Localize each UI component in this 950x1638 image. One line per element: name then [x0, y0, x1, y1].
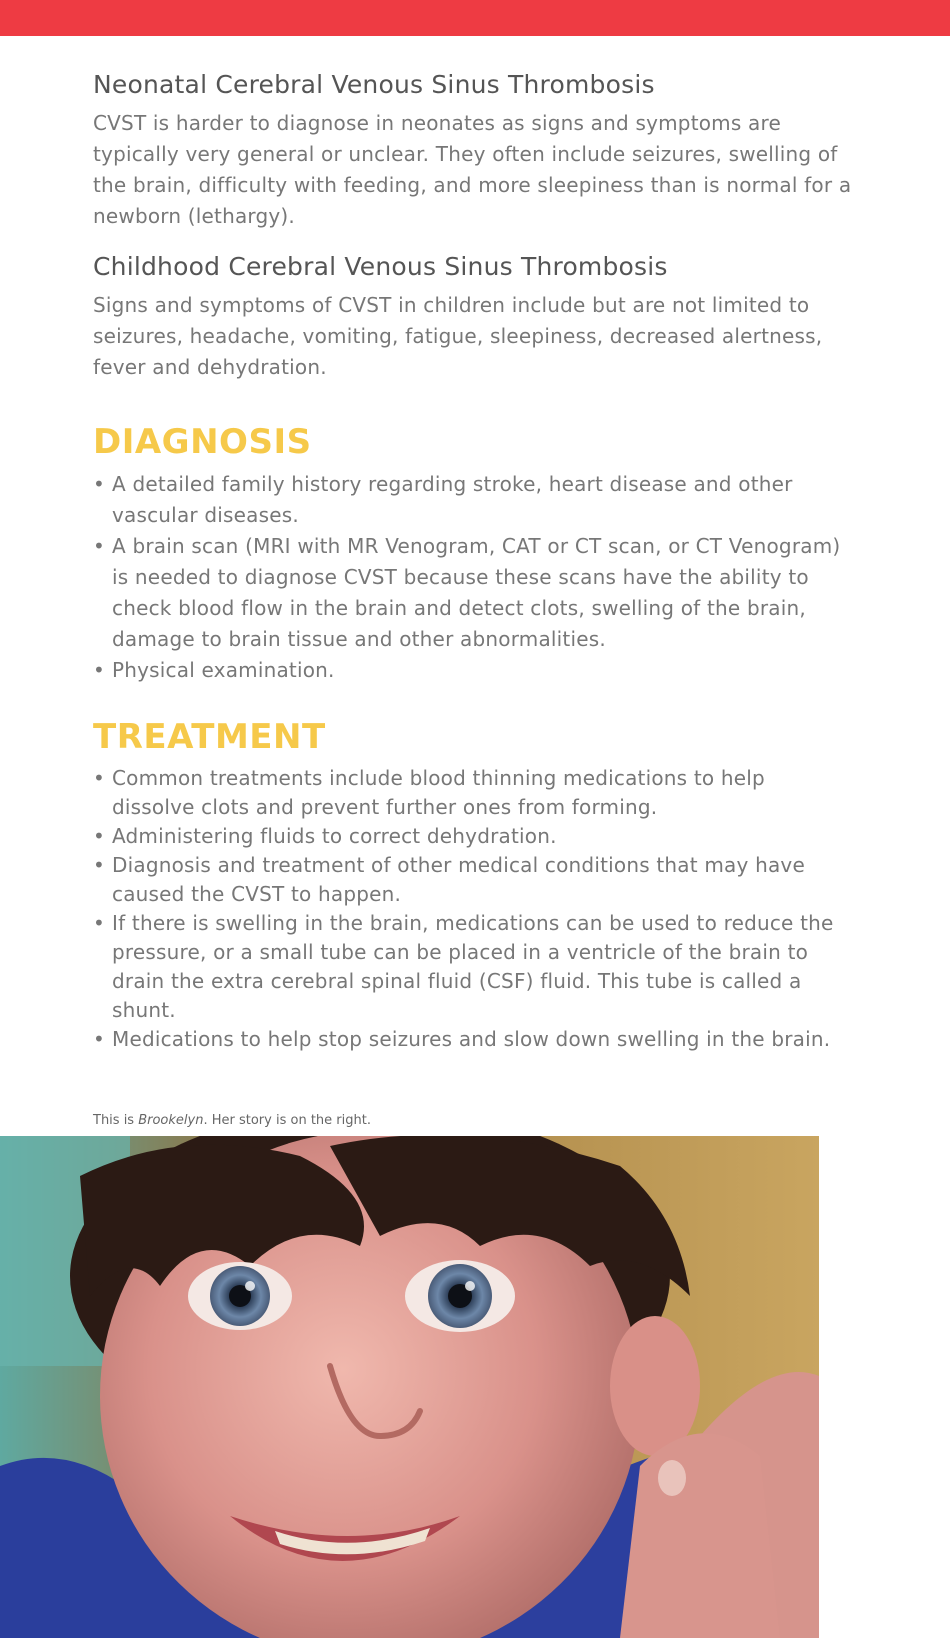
childhood-heading: Childhood Cerebral Venous Sinus Thrombosis: [93, 252, 668, 281]
diagnosis-heading: DIAGNOSIS: [93, 422, 312, 462]
diagnosis-list: [93, 469, 853, 686]
main-content: [93, 66, 853, 1054]
neonatal-paragraph: CVST is harder to diagnose in neonates as signs and symptoms are typically very general or unclear. They often include seizures, swelling of the brain, difficulty with feeding, and more sleepiness than is normal for a newborn (lethargy).: [93, 111, 852, 228]
treatment-item: • Administering fluids to correct dehydration.: [93, 822, 853, 851]
caption-name: Brookelyn: [138, 1113, 204, 1128]
photo-caption: [93, 1112, 371, 1130]
treatment-list: [93, 764, 853, 1054]
caption-prefix: This is: [93, 1113, 139, 1128]
diagnosis-item: • A detailed family history regarding stroke, heart disease and other vascular diseases.: [93, 469, 853, 531]
neonatal-heading: Neonatal Cerebral Venous Sinus Thrombosis: [93, 70, 655, 99]
treatment-item: • If there is swelling in the brain, medications can be used to reduce the pressure, or a small tube can be placed in a ventricle of the brain to drain the extra cerebral spinal fluid (CSF) fluid. This tube is called a shunt.: [93, 909, 853, 1025]
childhood-paragraph: Signs and symptoms of CVST in children include but are not limited to seizures, headache, vomiting, fatigue, sleepiness, decreased alertness, fever and dehydration.: [93, 293, 823, 379]
treatment-item: • Diagnosis and treatment of other medical conditions that may have caused the CVST to happen.: [93, 851, 853, 909]
top-accent-bar: [0, 0, 950, 36]
treatment-heading: TREATMENT: [93, 717, 326, 757]
girl-portrait-photo: [0, 1136, 819, 1638]
treatment-item: • Medications to help stop seizures and slow down swelling in the brain.: [93, 1025, 853, 1054]
treatment-item: • Common treatments include blood thinning medications to help dissolve clots and prevent further ones from forming.: [93, 764, 853, 822]
diagnosis-item: • Physical examination.: [93, 655, 853, 686]
caption-suffix: . Her story is on the right.: [203, 1113, 371, 1128]
diagnosis-item: • A brain scan (MRI with MR Venogram, CAT or CT scan, or CT Venogram) is needed to diagnose CVST because these scans have the ability to check blood flow in the brain and detect clots, swelling of the brain, damage to brain tissue and other abnormalities.: [93, 531, 853, 655]
